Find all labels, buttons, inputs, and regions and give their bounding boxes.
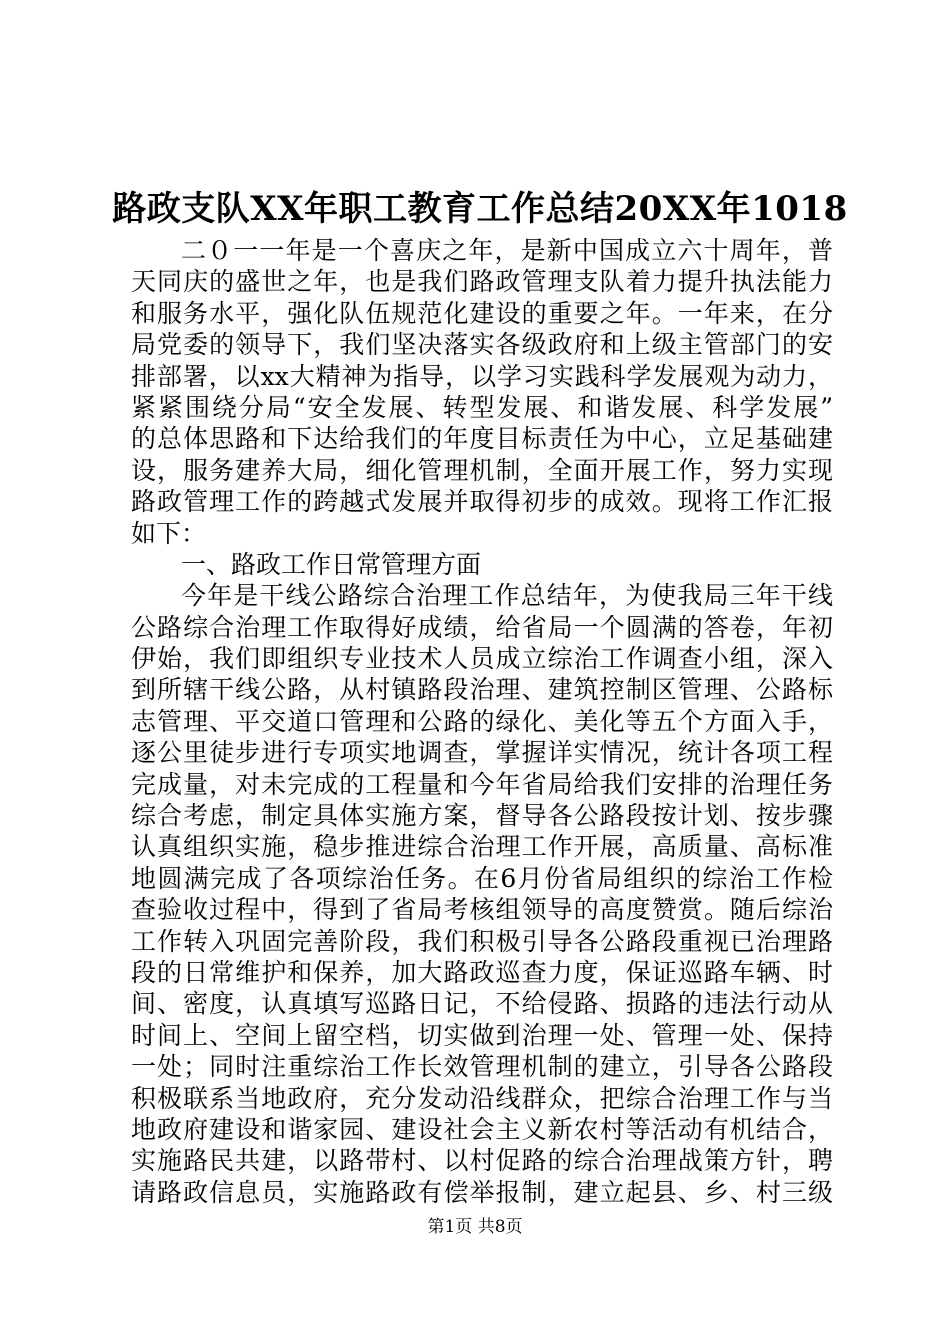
body-line: 认真组织实施，稳步推进综合治理工作开展，高质量、高标准	[131, 832, 833, 862]
body-line: 段的日常维护和保养，加大路政巡查力度，保证巡路车辆、时	[131, 957, 833, 987]
section-heading: 一、路政工作日常管理方面	[181, 549, 482, 579]
body-line: 和服务水平，强化队伍规范化建设的重要之年。一年来，在分	[131, 298, 833, 328]
page-indicator: 第1页 共8页	[427, 1217, 523, 1237]
body-line: 排部署，以xx大精神为指导，以学习实践科学发展观为动力，	[131, 361, 833, 391]
body-line: 的总体思路和下达给我们的年度目标责任为中心，立足基础建	[131, 424, 833, 454]
body-line: 实施路民共建，以路带村、以村促路的综合治理战策方针，聘	[131, 1146, 833, 1176]
page-footer	[0, 1215, 950, 1239]
body-line: 时间上、空间上留空档，切实做到治理一处、管理一处、保持	[131, 1020, 833, 1050]
body-line: 逐公里徒步进行专项实地调查，掌握详实情况，统计各项工程	[131, 738, 833, 768]
body-line: 工作转入巩固完善阶段，我们积极引导各公路段重视已治理路	[131, 926, 833, 956]
body-line: 公路综合治理工作取得好成绩，给省局一个圆满的答卷，年初	[131, 612, 833, 642]
body-line: 紧紧围绕分局“安全发展、转型发展、和谐发展、科学发展”	[131, 392, 833, 422]
body-line: 天同庆的盛世之年，也是我们路政管理支队着力提升执法能力	[131, 267, 833, 297]
body-line: 积极联系当地政府，充分发动沿线群众，把综合治理工作与当	[131, 1083, 833, 1113]
body-line: 到所辖干线公路，从村镇路段治理、建筑控制区管理、公路标	[131, 675, 833, 705]
body-line: 设，服务建养大局，细化管理机制，全面开展工作，努力实现	[131, 455, 833, 485]
document-title: 路政支队XX年职工教育工作总结20XX年1018	[112, 189, 848, 229]
body-line: 一处；同时注重综治工作长效管理机制的建立，引导各公路段	[131, 1052, 833, 1082]
body-line: 二０一一年是一个喜庆之年，是新中国成立六十周年，普	[181, 236, 833, 265]
body-line: 伊始，我们即组织专业技术人员成立综治工作调查小组，深入	[131, 644, 833, 674]
body-line: 地政府建设和谐家园、建设社会主义新农村等活动有机结合，	[131, 1114, 833, 1144]
body-line: 今年是干线公路综合治理工作总结年，为使我局三年干线	[181, 581, 833, 611]
body-line: 请路政信息员，实施路政有偿举报制，建立起县、乡、村三级	[131, 1177, 833, 1207]
body-line: 志管理、平交道口管理和公路的绿化、美化等五个方面入手，	[131, 706, 833, 736]
body-line: 完成量，对未完成的工程量和今年省局给我们安排的治理任务	[131, 769, 833, 799]
body-line: 地圆满完成了各项综治任务。在6月份省局组织的综治工作检	[131, 863, 833, 893]
body-line: 如下：	[131, 518, 207, 548]
body-line: 查验收过程中，得到了省局考核组领导的高度赞赏。随后综治	[131, 895, 833, 925]
document-body	[131, 235, 833, 1208]
body-line: 局党委的领导下，我们坚决落实各级政府和上级主管部门的安	[131, 330, 833, 360]
body-line: 路政管理工作的跨越式发展并取得初步的成效。现将工作汇报	[131, 487, 833, 517]
body-line: 间、密度，认真填写巡路日记，不给侵路、损路的违法行动从	[131, 989, 833, 1019]
body-line: 综合考虑，制定具体实施方案，督导各公路段按计划、按步骤	[131, 801, 833, 831]
